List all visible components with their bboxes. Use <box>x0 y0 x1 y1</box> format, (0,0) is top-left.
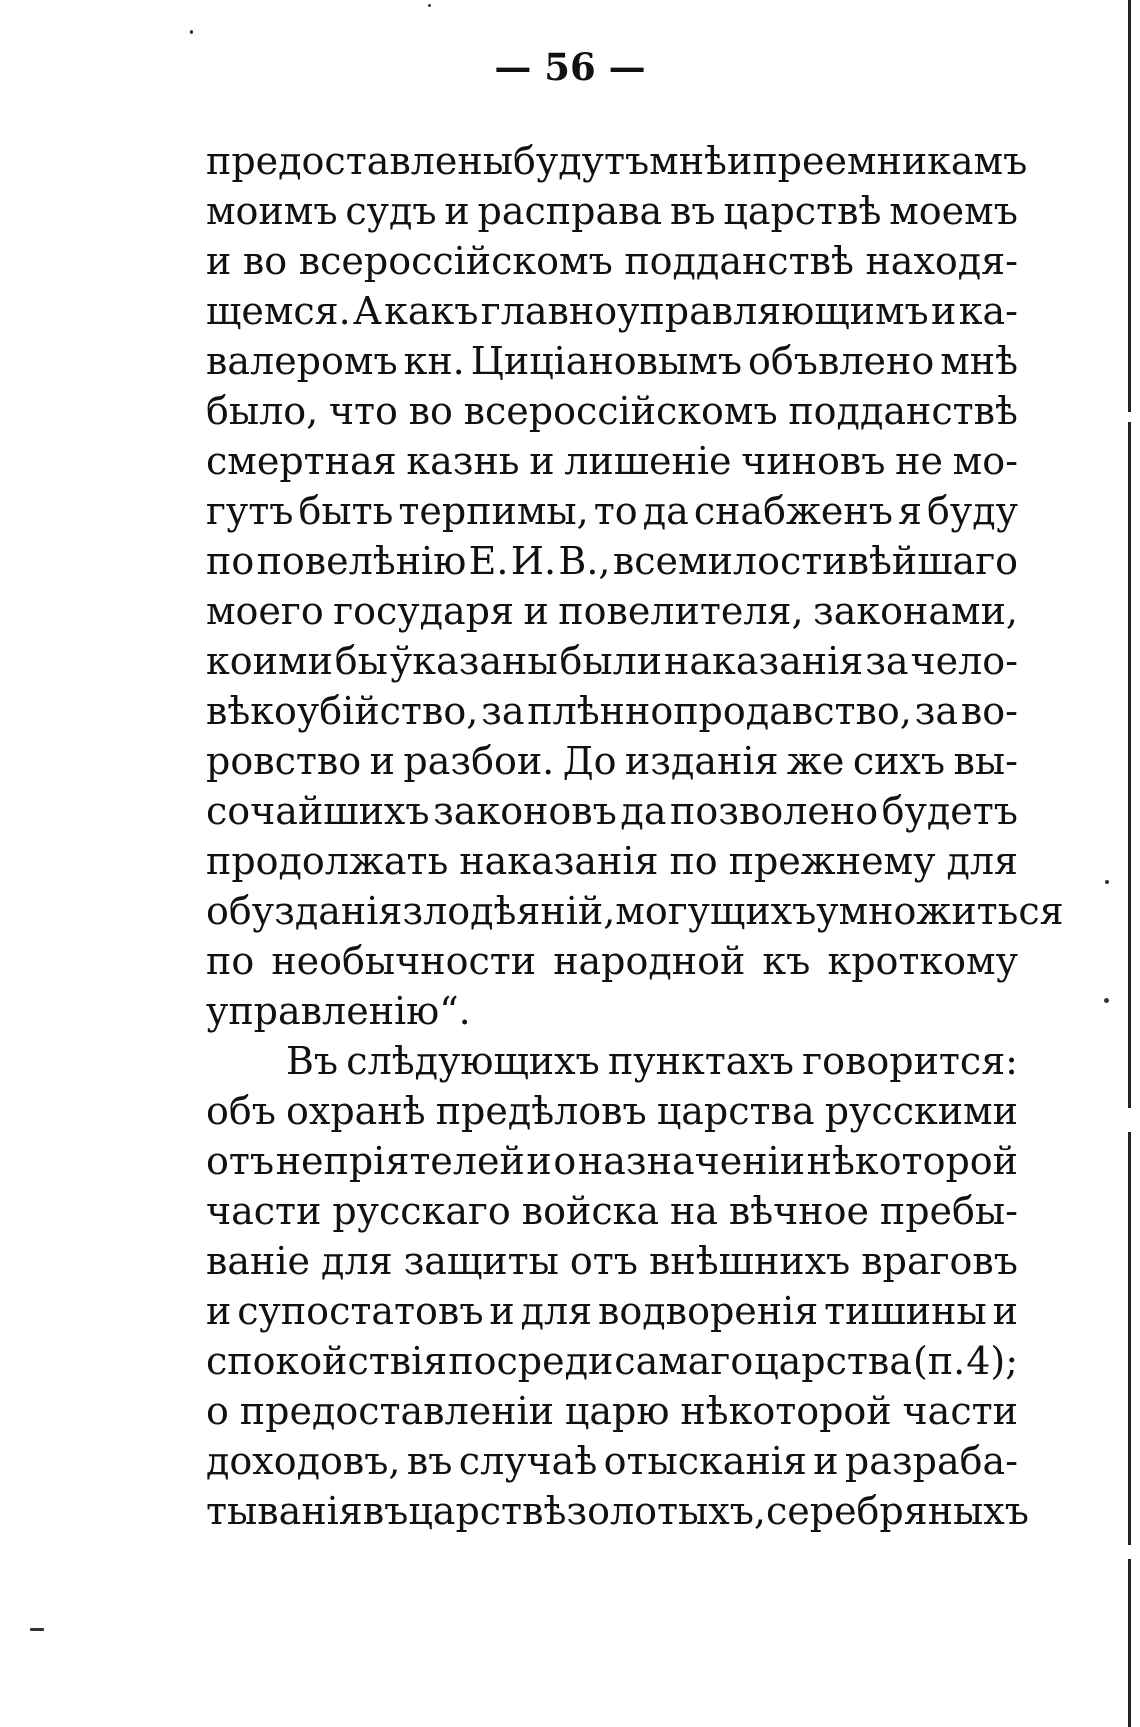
word: буду <box>926 489 1018 533</box>
word: о <box>206 1389 229 1433</box>
text-line <box>206 1386 1018 1436</box>
scan-speck <box>30 1628 44 1631</box>
word: наказанія <box>459 839 659 883</box>
word: находя- <box>865 239 1018 283</box>
word: же <box>786 739 845 783</box>
word: царствѣ <box>408 1489 567 1533</box>
word: по <box>669 839 718 883</box>
word: щемся. <box>206 289 351 333</box>
paragraph-1 <box>206 136 1064 1036</box>
word: доходовъ, <box>206 1439 401 1483</box>
word: царю <box>564 1389 670 1433</box>
word: быть <box>298 489 394 533</box>
word: въ <box>362 1489 409 1533</box>
word: могущихъ <box>615 889 817 933</box>
word: судъ <box>345 189 437 233</box>
word: Циціановымъ <box>470 339 743 383</box>
word: что <box>328 389 398 433</box>
word: въ <box>669 189 716 233</box>
word: обузданія <box>206 889 403 933</box>
text-line <box>206 186 1018 236</box>
word: не <box>895 439 943 483</box>
word: и <box>206 1289 232 1333</box>
word: всероссійскомъ <box>463 389 778 433</box>
word: о <box>553 1139 577 1183</box>
scan-speck <box>428 4 431 7</box>
word: чиновъ <box>741 439 886 483</box>
word: ровство <box>206 739 362 783</box>
text-line <box>206 936 1018 986</box>
word: во <box>408 389 453 433</box>
word: нѣкоторой <box>806 1139 1018 1183</box>
word: ўказаны <box>389 639 558 683</box>
word: и <box>813 1439 839 1483</box>
scan-speck <box>190 30 193 34</box>
rule-gap <box>1126 1108 1134 1132</box>
text-line <box>206 386 1018 436</box>
word: части <box>902 1389 1018 1433</box>
text-line <box>206 1136 1018 1186</box>
text-line <box>206 636 1018 686</box>
word: пребы- <box>879 1189 1018 1233</box>
text-line <box>206 1036 1018 1086</box>
word: вѣкоубійство, <box>206 689 479 733</box>
word: лишеніе <box>564 439 732 483</box>
word: объ <box>206 1089 276 1133</box>
text-line <box>206 886 1064 936</box>
word: моимъ <box>206 189 338 233</box>
word: враговъ <box>861 1239 1018 1283</box>
word: отъ <box>569 1239 638 1283</box>
word: случаѣ <box>458 1439 598 1483</box>
word: да <box>642 489 689 533</box>
word: мо- <box>952 439 1018 483</box>
word: водворенія <box>598 1289 819 1333</box>
word: прежнему <box>728 839 936 883</box>
word: гутъ <box>206 489 294 533</box>
text-line <box>206 986 1018 1036</box>
page-number: — 56 — <box>494 45 646 89</box>
word: за <box>865 639 909 683</box>
word: войска <box>521 1189 660 1233</box>
word: казнь <box>406 439 520 483</box>
word: и <box>444 189 470 233</box>
word: тишины <box>824 1289 987 1333</box>
text-line <box>206 736 1018 786</box>
body-text <box>206 136 1064 1536</box>
text-line <box>206 1236 1018 1286</box>
word: по <box>206 939 255 983</box>
word: валеромъ <box>206 339 398 383</box>
word: за <box>481 689 525 733</box>
word: главноуправляющимъ <box>480 289 929 333</box>
text-line <box>206 1336 1018 1386</box>
word: самаго <box>614 1339 754 1383</box>
text-line <box>206 436 1018 486</box>
word: царства <box>656 1089 815 1133</box>
word: и <box>489 1289 515 1333</box>
word: пунктахъ <box>607 1039 794 1083</box>
word: нѣкоторой <box>680 1389 892 1433</box>
word: для <box>946 839 1018 883</box>
word: смертная <box>206 439 397 483</box>
word: терпимы, <box>398 489 589 533</box>
text-line <box>206 286 1018 336</box>
text-line <box>206 1436 1018 1486</box>
word: во- <box>960 689 1018 733</box>
word: управленію“. <box>206 989 471 1033</box>
word: продолжать <box>206 839 449 883</box>
word: царства <box>754 1339 912 1383</box>
word: золотыхъ, <box>566 1489 766 1533</box>
text-line <box>206 836 1018 886</box>
word: повелителя, <box>558 589 804 633</box>
word: говорится: <box>802 1039 1018 1083</box>
word: внѣшнихъ <box>649 1239 851 1283</box>
word: отысканія <box>603 1439 807 1483</box>
word: всемилостивѣйшаго <box>612 539 1018 583</box>
rule-gap <box>1126 1545 1134 1559</box>
text-line <box>206 1286 1018 1336</box>
word: (п. <box>912 1339 966 1383</box>
word: и <box>369 739 395 783</box>
word: да <box>620 789 667 833</box>
word: слѣдующихъ <box>346 1039 600 1083</box>
word: предоставлены <box>206 139 513 183</box>
scan-speck <box>1104 998 1109 1003</box>
rule-gap <box>1126 412 1134 422</box>
text-line <box>206 586 1018 636</box>
word: расправа <box>477 189 663 233</box>
word: во <box>242 239 288 283</box>
word: для <box>321 1239 393 1283</box>
word: отъ <box>206 1139 275 1183</box>
word: къ <box>762 939 811 983</box>
word: тыванія <box>206 1489 363 1533</box>
word: разраба- <box>844 1439 1018 1483</box>
paragraph-2 <box>206 1036 1029 1536</box>
word: вы- <box>953 739 1018 783</box>
word: бы <box>334 639 388 683</box>
word: было, <box>206 389 319 433</box>
word: и <box>992 1289 1018 1333</box>
word: законами, <box>813 589 1018 633</box>
word: 4); <box>966 1339 1018 1383</box>
word: серебряныхъ <box>765 1489 1029 1533</box>
word: непріятелей <box>275 1139 525 1183</box>
text-line <box>206 136 1028 186</box>
word: государя <box>333 589 514 633</box>
word: части <box>206 1189 322 1233</box>
word: снабженъ <box>693 489 893 533</box>
word: разбои. <box>403 739 555 783</box>
word: изданія <box>624 739 779 783</box>
word: за <box>914 689 959 733</box>
text-line <box>206 536 1018 586</box>
word: были <box>559 639 663 683</box>
text-line <box>206 786 1018 836</box>
word: Е. <box>468 539 509 583</box>
word: умножиться <box>816 889 1064 933</box>
word: и <box>931 289 957 333</box>
word: народной <box>553 939 746 983</box>
word: я <box>897 489 922 533</box>
word: по <box>206 539 255 583</box>
word: мнѣ <box>649 139 727 183</box>
text-line <box>206 686 1018 736</box>
text-line <box>206 1186 1018 1236</box>
word: защиты <box>403 1239 559 1283</box>
text-line <box>206 486 1018 536</box>
word: преемникамъ <box>752 139 1028 183</box>
word: подданствѣ <box>624 239 854 283</box>
scan-speck <box>1105 880 1109 884</box>
word: ваніе <box>206 1239 311 1283</box>
word: моего <box>206 589 324 633</box>
word: мнѣ <box>940 339 1018 383</box>
word: предѣловъ <box>435 1089 647 1133</box>
word: злодѣяній, <box>402 889 616 933</box>
word: сихъ <box>852 739 946 783</box>
word: повелѣнію <box>256 539 467 583</box>
word: объвлено <box>748 339 935 383</box>
word: коими <box>206 639 333 683</box>
word: охранѣ <box>286 1089 426 1133</box>
word: для <box>520 1289 593 1333</box>
word: сочайшихъ <box>206 789 430 833</box>
word: Въ <box>286 1039 339 1083</box>
word: необычности <box>271 939 537 983</box>
page-edge-rule <box>1128 0 1131 1727</box>
word: И. <box>510 539 557 583</box>
word: позволено <box>670 789 879 833</box>
word: наказанія <box>664 639 864 683</box>
text-line <box>206 236 1018 286</box>
word: русскими <box>824 1089 1018 1133</box>
word: А <box>353 289 382 333</box>
word: въ <box>406 1439 453 1483</box>
word: на <box>669 1189 718 1233</box>
word: плѣннопродавство, <box>527 689 912 733</box>
word: чело- <box>910 639 1018 683</box>
word: будетъ <box>881 789 1018 833</box>
word: русскаго <box>332 1189 511 1233</box>
text-line <box>206 1086 1018 1136</box>
word: спокойствія <box>206 1339 448 1383</box>
word: и <box>523 589 549 633</box>
word: и <box>526 1139 552 1183</box>
word: кроткому <box>827 939 1018 983</box>
word: всероссійскомъ <box>298 239 613 283</box>
word: и <box>726 139 753 183</box>
word: моемъ <box>889 189 1018 233</box>
word: будутъ <box>512 139 650 183</box>
word: супостатовъ <box>237 1289 484 1333</box>
word: В., <box>558 539 611 583</box>
word: предоставленіи <box>239 1389 555 1433</box>
word: какъ <box>384 289 479 333</box>
word: и <box>206 239 232 283</box>
word: назначеніи <box>577 1139 806 1183</box>
word: До <box>562 739 617 783</box>
word: посреди <box>448 1339 614 1383</box>
word: подданствѣ <box>788 389 1018 433</box>
text-line <box>206 1486 1029 1536</box>
word: законовъ <box>433 789 617 833</box>
word: царствѣ <box>723 189 882 233</box>
text-line <box>206 336 1018 386</box>
word: кн. <box>403 339 465 383</box>
word: вѣчное <box>728 1189 869 1233</box>
word: ка- <box>958 289 1018 333</box>
word: то <box>593 489 638 533</box>
word: и <box>529 439 555 483</box>
